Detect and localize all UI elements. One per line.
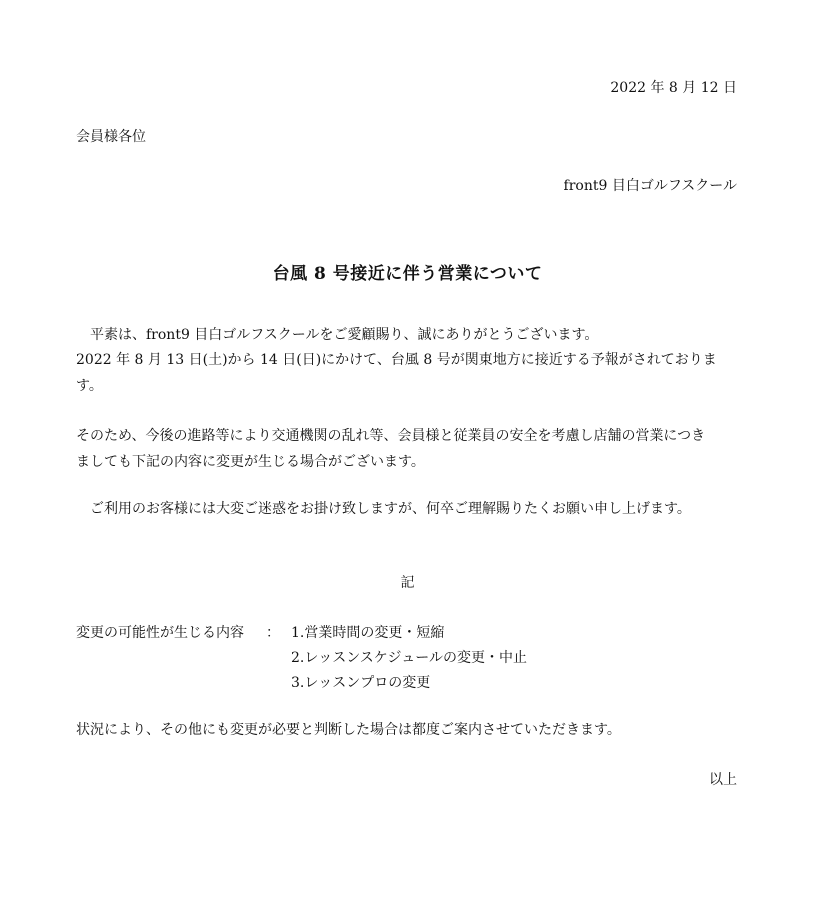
change-item: 3.レッスンプロの変更 [291,675,431,691]
change-item: 1.営業時間の変更・短縮 [291,625,445,641]
closing-note: 状況により、その他にも変更が必要と判断した場合は都度ご案内させていただきます。 [76,722,621,738]
ki-heading: 記 [400,575,415,591]
body-paragraph-line: ましても下記の内容に変更が生じる場合がございます。 [76,454,425,470]
change-item: 2.レッスンスケジュールの変更・中止 [291,650,527,666]
document-title: 台風 8 号接近に伴う営業について [272,264,543,284]
ijo-end-mark: 以上 [709,772,737,788]
document-date: 2022 年 8 月 12 日 [610,80,737,96]
body-paragraph-line: す。 [76,378,103,394]
changes-label: 変更の可能性が生じる内容 [76,625,244,641]
body-paragraph-line: 2022 年 8 月 13 日(土)から 14 日(日)にかけて、台風 8 号が関東地方に接近する予報がされておりま [76,352,717,368]
body-paragraph-line: 平素は、front9 目白ゴルフスクールをご愛顧賜り、誠にありがとうございます。 [76,327,599,343]
recipient-line: 会員様各位 [76,129,146,145]
sender-line: front9 目白ゴルフスクール [563,178,737,194]
body-paragraph-line: ご利用のお客様には大変ご迷惑をお掛け致しますが、何卒ご理解賜りたくお願い申し上げます。 [76,501,691,517]
body-paragraph-line: そのため、今後の進路等により交通機関の乱れ等、会員様と従業員の安全を考慮し店舗の営業につき [76,428,706,444]
changes-colon: ： [266,625,280,641]
